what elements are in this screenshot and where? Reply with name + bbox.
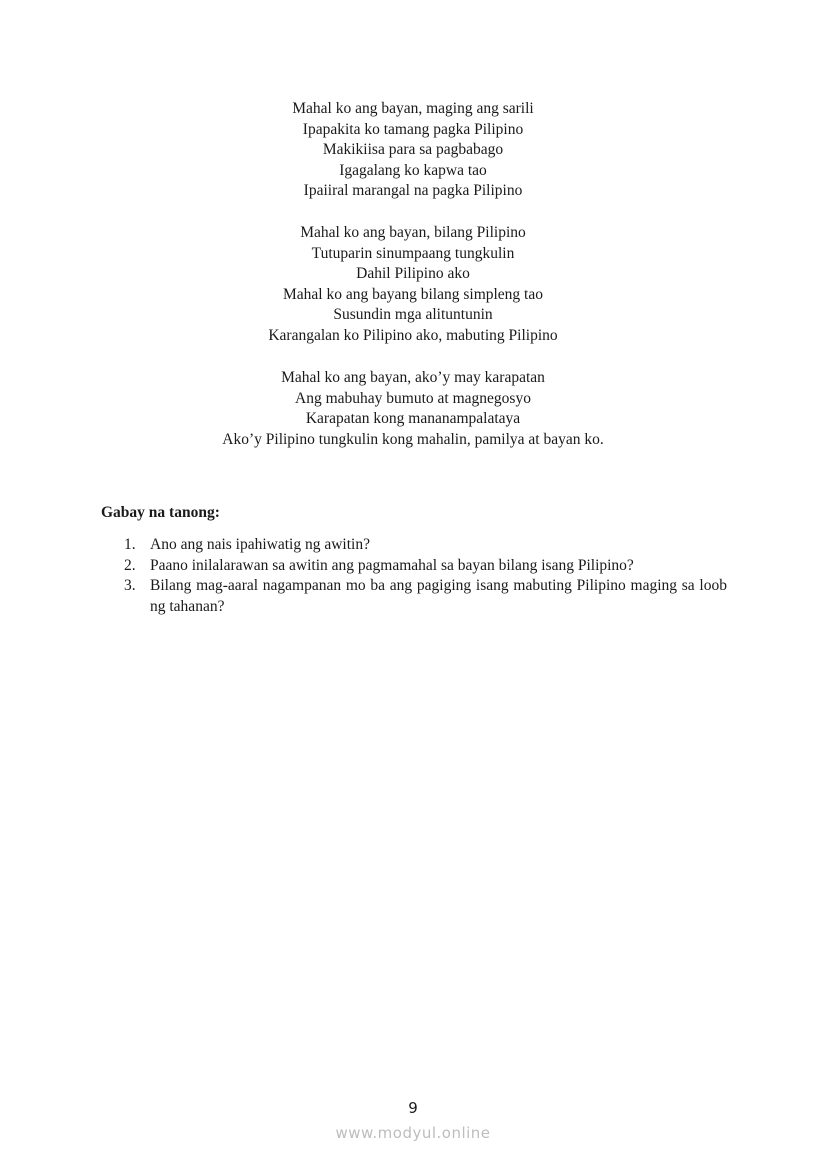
poem-line: Mahal ko ang bayan, ako’y may karapatan (281, 369, 545, 386)
poem-stanza-2 (0, 223, 826, 347)
poem-line: Mahal ko ang bayan, bilang Pilipino (300, 224, 526, 241)
question-text: Ano ang nais ipahiwatig ng awitin? (150, 536, 370, 553)
page-number: 9 (408, 1099, 418, 1117)
poem-line: Karapatan kong mananampalataya (305, 410, 521, 428)
poem-line: Igagalang ko kapwa tao (339, 161, 487, 179)
watermark: www.modyul.online (335, 1124, 491, 1142)
question-number: 2. (124, 556, 136, 574)
question-number: 3. (124, 577, 136, 595)
poem-stanza-1 (0, 99, 826, 202)
poem-stanza-3 (0, 368, 826, 450)
poem-line: Karangalan ko Pilipino ako, mabuting Pilipino (268, 326, 558, 344)
poem-line: Ang mabuhay bumuto at magnegosyo (295, 389, 531, 407)
question-text: Bilang mag-aaral nagampanan mo ba ang pagiging isang mabuting Pilipino maging sa loob ng tahanan? (150, 577, 727, 615)
poem-line: Ipapakita ko tamang pagka Pilipino (302, 120, 524, 138)
poem-line: Dahil Pilipino ako (356, 265, 470, 283)
question-number: 1. (124, 536, 136, 553)
questions-heading: Gabay na tanong: (101, 504, 220, 521)
poem-line: Ako’y Pilipino tungkulin kong mahalin, pamilya at bayan ko. (222, 430, 604, 448)
poem-line: Mahal ko ang bayang bilang simpleng tao (283, 285, 543, 303)
question-item (124, 576, 727, 617)
poem-line: Susundin mga alituntunin (333, 306, 493, 324)
questions-list (124, 535, 727, 617)
poem-line: Ipaiiral marangal na pagka Pilipino (303, 182, 523, 200)
poem-line: Mahal ko ang bayan, maging ang sarili (292, 100, 534, 117)
question-item (124, 556, 727, 577)
question-text: Paano inilalarawan sa awitin ang pagmamahal sa bayan bilang isang Pilipino? (150, 556, 634, 574)
poem-line: Tutuparin sinumpaang tungkulin (311, 244, 515, 262)
question-item (124, 535, 727, 556)
poem-line: Makikiisa para sa pagbabago (322, 141, 504, 159)
